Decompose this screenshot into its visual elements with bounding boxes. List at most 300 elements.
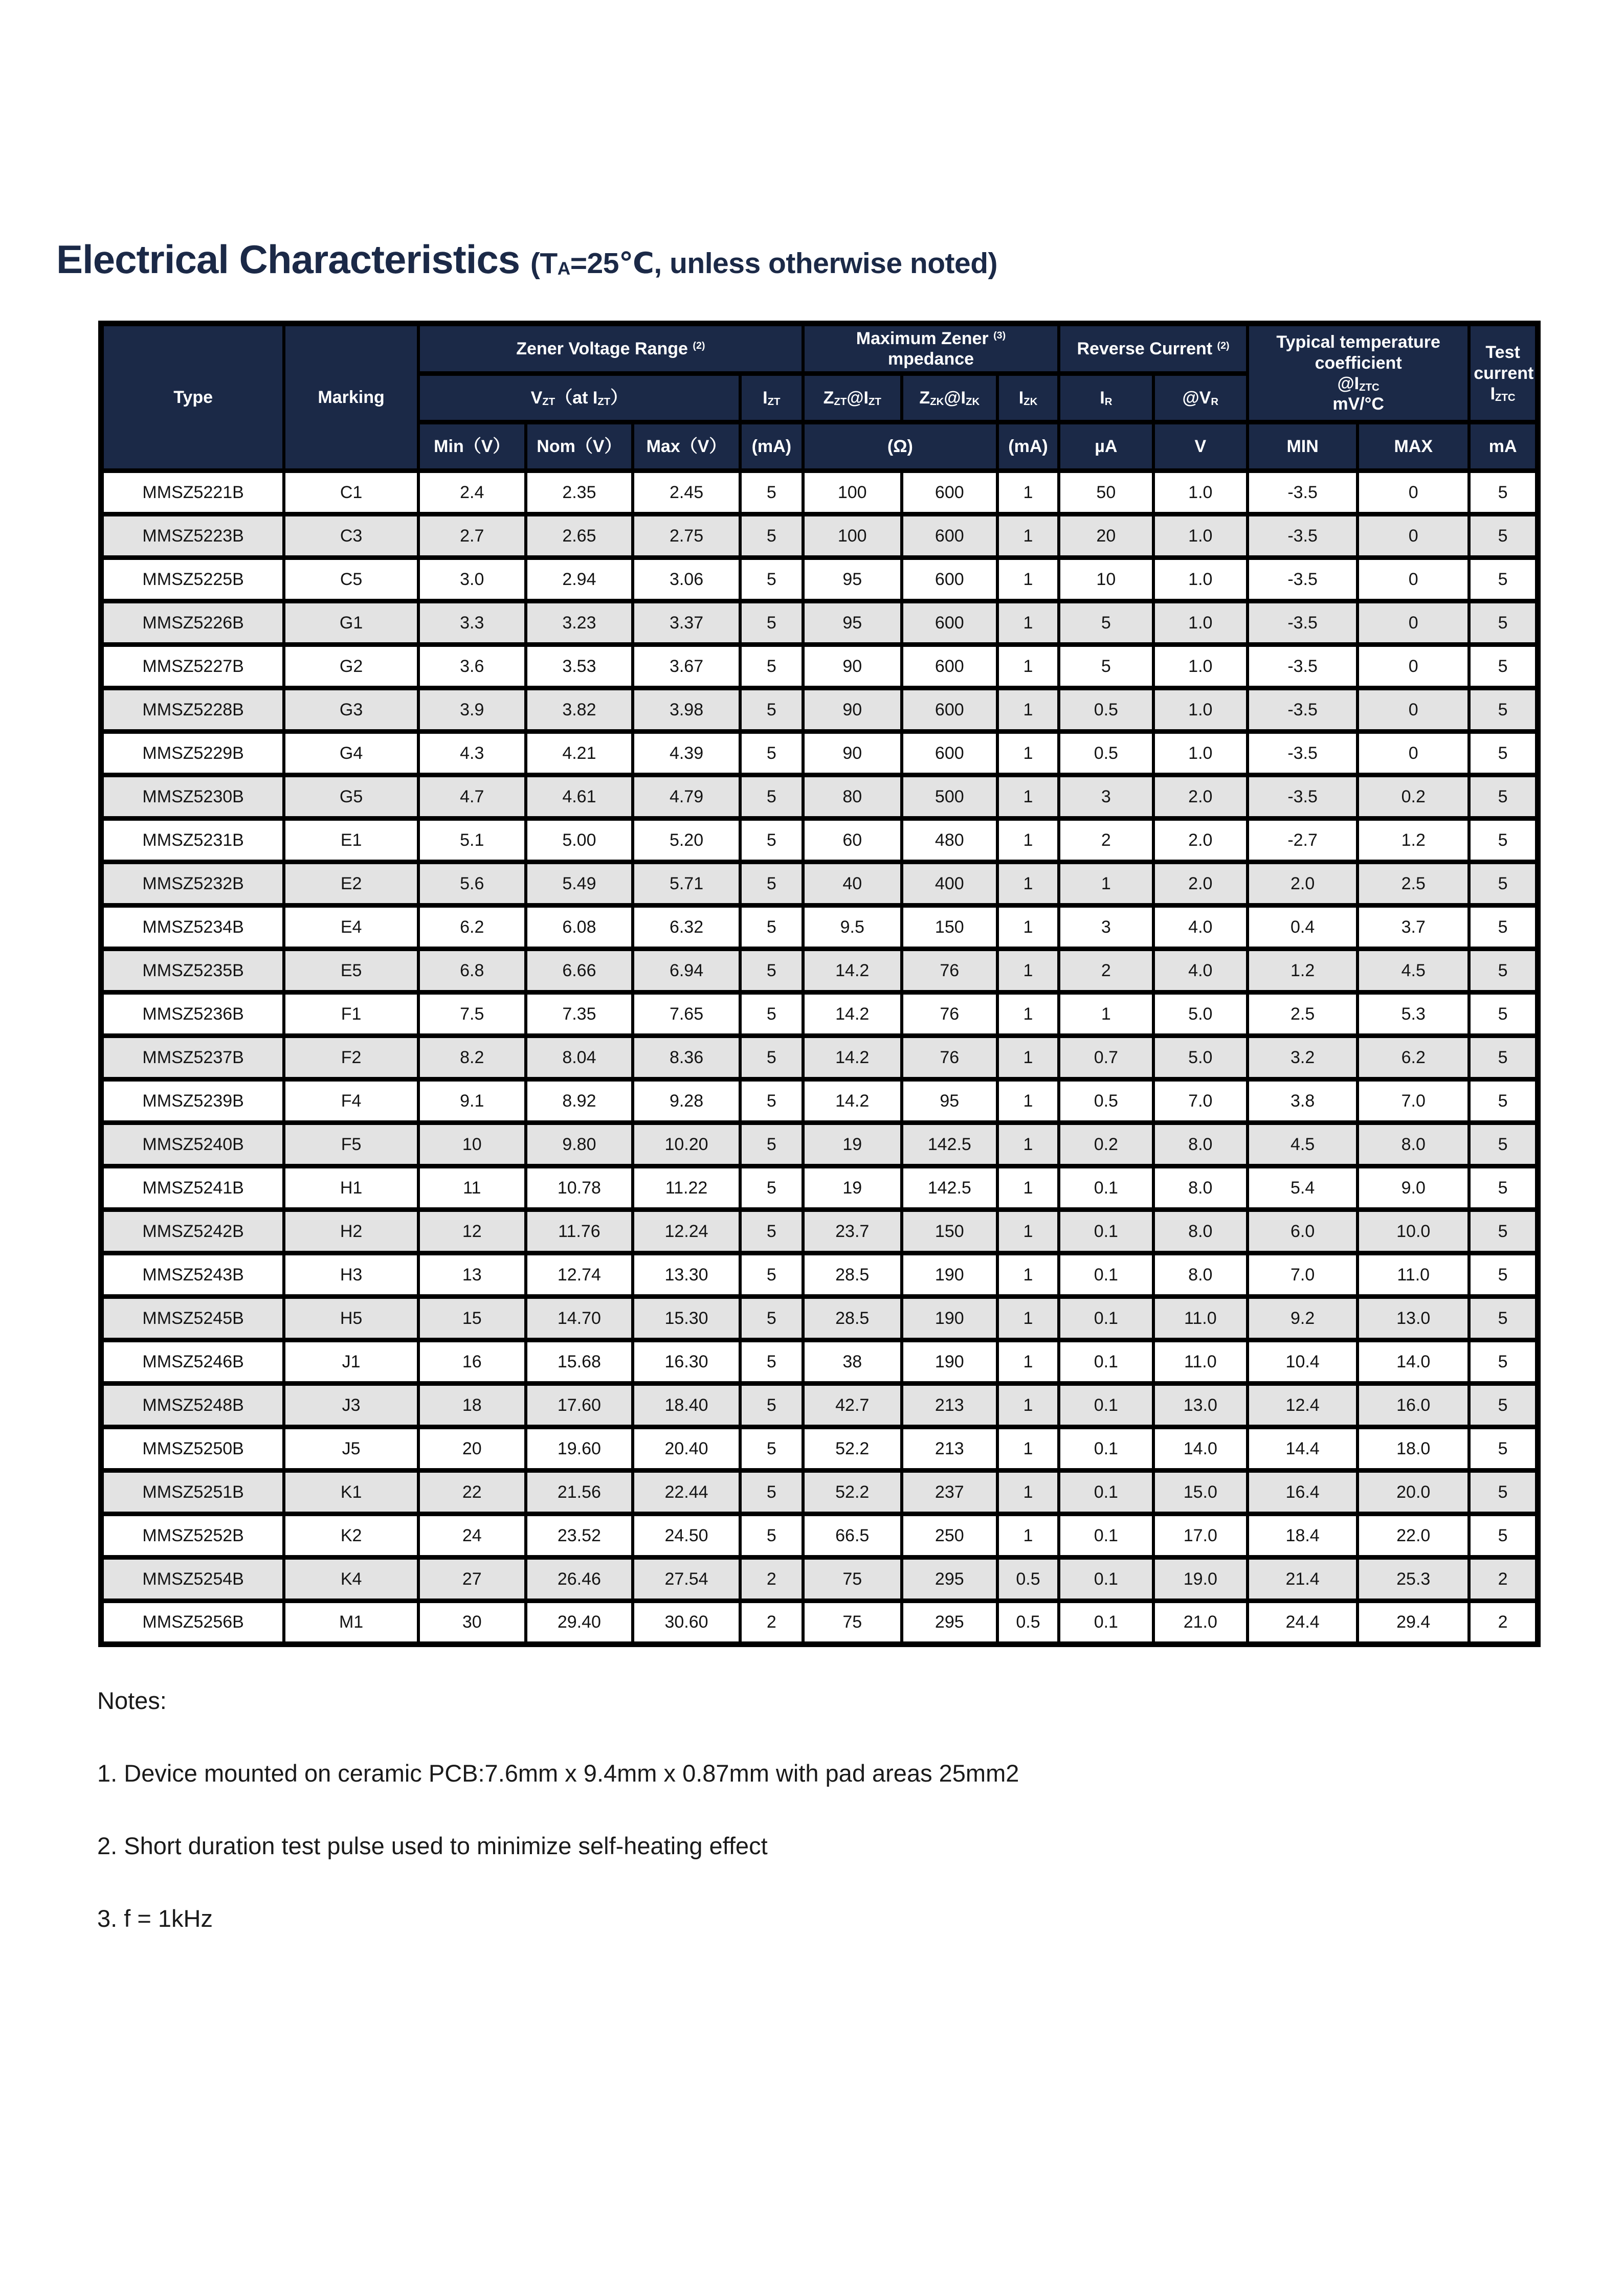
unit-ua: µA [1059, 422, 1153, 471]
cell: 1 [997, 558, 1059, 601]
cell: 5 [1469, 1036, 1538, 1079]
cell: 0 [1358, 732, 1469, 775]
table-row [101, 514, 1538, 558]
cell: 13 [418, 1253, 526, 1297]
cell: 4.21 [526, 732, 633, 775]
cell: 0.1 [1059, 1471, 1153, 1514]
cell: F1 [284, 993, 418, 1036]
cell: 90 [803, 732, 902, 775]
cell: 600 [902, 688, 997, 732]
cell: 20 [1059, 514, 1153, 558]
table-row [101, 1297, 1538, 1340]
cell: G1 [284, 601, 418, 645]
table-row [101, 862, 1538, 906]
cell: 24 [418, 1514, 526, 1558]
page-title [56, 236, 997, 283]
cell: 2.0 [1153, 862, 1248, 906]
cell: 16.4 [1248, 1471, 1358, 1514]
col-group-reverse-current: Reverse Current $^{(2)}$ [1059, 324, 1248, 374]
cell: 18.4 [1248, 1514, 1358, 1558]
col-group-temp-coefficient: Typical temperature coefficient @IZTC mV/°C [1248, 324, 1469, 422]
cell: 190 [902, 1253, 997, 1297]
cell: 5.20 [633, 819, 740, 862]
cell: 3.0 [418, 558, 526, 601]
cell: 5 [740, 471, 803, 514]
cell: 5 [1469, 949, 1538, 993]
page-title-main: Electrical Characteristics [56, 237, 530, 282]
table-row [101, 1123, 1538, 1166]
cell: 8.2 [418, 1036, 526, 1079]
cell: 14.2 [803, 993, 902, 1036]
table-row [101, 645, 1538, 688]
table-row [101, 1036, 1538, 1079]
cell: E1 [284, 819, 418, 862]
cell: 8.04 [526, 1036, 633, 1079]
cell: 5 [740, 1036, 803, 1079]
cell: 1 [997, 1514, 1059, 1558]
cell: 2.65 [526, 514, 633, 558]
cell: 2 [740, 1601, 803, 1645]
table-row [101, 993, 1538, 1036]
cell: 2.5 [1248, 993, 1358, 1036]
cell: E4 [284, 906, 418, 949]
cell: MMSZ5245B [101, 1297, 284, 1340]
col-header-marking: Marking [284, 324, 418, 471]
cell: 5 [740, 514, 803, 558]
cell: K4 [284, 1558, 418, 1601]
cell: MMSZ5225B [101, 558, 284, 601]
cell: MMSZ5237B [101, 1036, 284, 1079]
cell: 500 [902, 775, 997, 819]
cell: 2.94 [526, 558, 633, 601]
cell: 9.1 [418, 1079, 526, 1123]
col-header-ir: IR [1059, 374, 1153, 422]
table-row [101, 471, 1538, 514]
cell: 66.5 [803, 1514, 902, 1558]
cell: 7.0 [1248, 1253, 1358, 1297]
cell: MMSZ5235B [101, 949, 284, 993]
cell: 250 [902, 1514, 997, 1558]
cell: 1 [997, 1036, 1059, 1079]
header-row-1 [101, 324, 1538, 374]
cell: 8.0 [1153, 1253, 1248, 1297]
cell: 1 [997, 1427, 1059, 1471]
cell: 16.30 [633, 1340, 740, 1384]
cell: 1 [997, 601, 1059, 645]
cell: 2 [1469, 1601, 1538, 1645]
cell: G3 [284, 688, 418, 732]
cell: 8.92 [526, 1079, 633, 1123]
col-header-zzk: ZZK@IZK [902, 374, 997, 422]
cell: K1 [284, 1471, 418, 1514]
cell: 1.0 [1153, 558, 1248, 601]
cell: -3.5 [1248, 558, 1358, 601]
cell: 23.52 [526, 1514, 633, 1558]
cell: 600 [902, 514, 997, 558]
cell: 10 [1059, 558, 1153, 601]
cell: 42.7 [803, 1384, 902, 1427]
cell: 12.24 [633, 1210, 740, 1253]
cell: 1 [997, 1079, 1059, 1123]
cell: H1 [284, 1166, 418, 1210]
cell: 4.0 [1153, 949, 1248, 993]
cell: 9.0 [1358, 1166, 1469, 1210]
cell: 11.22 [633, 1166, 740, 1210]
cell: 5.4 [1248, 1166, 1358, 1210]
cell: E5 [284, 949, 418, 993]
cell: 5 [1469, 1340, 1538, 1384]
cell: 5 [740, 1384, 803, 1427]
table-row [101, 688, 1538, 732]
cell: 12.74 [526, 1253, 633, 1297]
cell: 5 [740, 1297, 803, 1340]
cell: 3.3 [418, 601, 526, 645]
cell: 11.0 [1153, 1340, 1248, 1384]
cell: 1.0 [1153, 732, 1248, 775]
cell: 5 [1469, 1079, 1538, 1123]
cell: MMSZ5234B [101, 906, 284, 949]
cell: 5 [1469, 1166, 1538, 1210]
cell: 19.0 [1153, 1558, 1248, 1601]
cell: 5 [740, 1340, 803, 1384]
table-row [101, 906, 1538, 949]
cell: 2.4 [418, 471, 526, 514]
cell: 13.30 [633, 1253, 740, 1297]
cell: 95 [902, 1079, 997, 1123]
cell: 18 [418, 1384, 526, 1427]
cell: 1 [997, 1210, 1059, 1253]
cell: 1 [997, 645, 1059, 688]
cell: MMSZ5228B [101, 688, 284, 732]
cell: MMSZ5227B [101, 645, 284, 688]
table-row [101, 732, 1538, 775]
cell: 24.4 [1248, 1601, 1358, 1645]
cell: 0.1 [1059, 1340, 1153, 1384]
cell: 14.4 [1248, 1427, 1358, 1471]
table-row [101, 949, 1538, 993]
cell: 28.5 [803, 1253, 902, 1297]
cell: 1.0 [1153, 688, 1248, 732]
cell: 10.0 [1358, 1210, 1469, 1253]
cell: 0.1 [1059, 1210, 1153, 1253]
cell: 60 [803, 819, 902, 862]
cell: 5 [1469, 1384, 1538, 1427]
cell: 10.4 [1248, 1340, 1358, 1384]
cell: 0.2 [1059, 1123, 1153, 1166]
cell: 5 [1059, 645, 1153, 688]
cell: H2 [284, 1210, 418, 1253]
cell: 0 [1358, 558, 1469, 601]
cell: 295 [902, 1558, 997, 1601]
unit-izk-ma: (mA) [997, 422, 1059, 471]
cell: 95 [803, 601, 902, 645]
cell: 6.0 [1248, 1210, 1358, 1253]
cell: 11.76 [526, 1210, 633, 1253]
cell: 11.0 [1358, 1253, 1469, 1297]
table-row [101, 1558, 1538, 1601]
cell: 2.5 [1358, 862, 1469, 906]
unit-max-v: Max（V） [633, 422, 740, 471]
table-row [101, 1166, 1538, 1210]
cell: 80 [803, 775, 902, 819]
cell: 0.5 [997, 1558, 1059, 1601]
cell: 19 [803, 1166, 902, 1210]
cell: 76 [902, 1036, 997, 1079]
cell: 2.75 [633, 514, 740, 558]
cell: 8.0 [1358, 1123, 1469, 1166]
cell: 5 [1469, 819, 1538, 862]
cell: 5 [1469, 862, 1538, 906]
cell: MMSZ5242B [101, 1210, 284, 1253]
cell: J1 [284, 1340, 418, 1384]
unit-min: MIN [1248, 422, 1358, 471]
unit-min-v: Min（V） [418, 422, 526, 471]
cell: G5 [284, 775, 418, 819]
cell: 2.0 [1248, 862, 1358, 906]
table-row [101, 558, 1538, 601]
cell: 3.9 [418, 688, 526, 732]
cell: 0.5 [1059, 732, 1153, 775]
table-row [101, 1384, 1538, 1427]
cell: 5 [1469, 645, 1538, 688]
cell: 0 [1358, 645, 1469, 688]
cell: 3.23 [526, 601, 633, 645]
cell: F4 [284, 1079, 418, 1123]
cell: 5 [740, 993, 803, 1036]
cell: 26.46 [526, 1558, 633, 1601]
cell: 20 [418, 1427, 526, 1471]
cell: 2.35 [526, 471, 633, 514]
cell: 22.44 [633, 1471, 740, 1514]
cell: 2.0 [1153, 819, 1248, 862]
cell: 5 [740, 1514, 803, 1558]
unit-izt-ma: (mA) [740, 422, 803, 471]
cell: -3.5 [1248, 601, 1358, 645]
cell: 5 [1469, 558, 1538, 601]
cell: MMSZ5229B [101, 732, 284, 775]
cell: MMSZ5251B [101, 1471, 284, 1514]
cell: F2 [284, 1036, 418, 1079]
cell: 5 [1469, 1210, 1538, 1253]
col-header-izk: IZK [997, 374, 1059, 422]
cell: 11 [418, 1166, 526, 1210]
table-row [101, 601, 1538, 645]
unit-max: MAX [1358, 422, 1469, 471]
cell: 14.70 [526, 1297, 633, 1340]
table-row [101, 1079, 1538, 1123]
cell: 4.39 [633, 732, 740, 775]
cell: -3.5 [1248, 775, 1358, 819]
cell: 5.0 [1153, 993, 1248, 1036]
cell: 4.7 [418, 775, 526, 819]
cell: -3.5 [1248, 514, 1358, 558]
cell: 14.2 [803, 1079, 902, 1123]
page-title-condition: (TA=25℃, unless otherwise noted) [530, 247, 998, 280]
cell: 0.2 [1358, 775, 1469, 819]
cell: 15.0 [1153, 1471, 1248, 1514]
cell: 1.0 [1153, 514, 1248, 558]
cell: 0.1 [1059, 1166, 1153, 1210]
cell: 11.0 [1153, 1297, 1248, 1340]
cell: 20.0 [1358, 1471, 1469, 1514]
cell: 600 [902, 732, 997, 775]
cell: 100 [803, 471, 902, 514]
cell: -2.7 [1248, 819, 1358, 862]
cell: -3.5 [1248, 471, 1358, 514]
cell: 14.0 [1153, 1427, 1248, 1471]
cell: 1.0 [1153, 471, 1248, 514]
cell: 5 [740, 906, 803, 949]
cell: 6.2 [418, 906, 526, 949]
cell: G4 [284, 732, 418, 775]
cell: 27 [418, 1558, 526, 1601]
table-row [101, 819, 1538, 862]
cell: 3.98 [633, 688, 740, 732]
cell: 6.32 [633, 906, 740, 949]
cell: 8.0 [1153, 1166, 1248, 1210]
cell: 8.0 [1153, 1123, 1248, 1166]
cell: 142.5 [902, 1123, 997, 1166]
cell: 40 [803, 862, 902, 906]
table-row [101, 1253, 1538, 1297]
cell: 18.0 [1358, 1427, 1469, 1471]
cell: 50 [1059, 471, 1153, 514]
unit-ohm: (Ω) [803, 422, 997, 471]
cell: 0 [1358, 601, 1469, 645]
cell: 100 [803, 514, 902, 558]
cell: 13.0 [1153, 1384, 1248, 1427]
cell: MMSZ5236B [101, 993, 284, 1036]
cell: 3.7 [1358, 906, 1469, 949]
electrical-characteristics-table [98, 321, 1541, 1647]
cell: 3 [1059, 906, 1153, 949]
cell: 5 [1469, 732, 1538, 775]
cell: 2 [1059, 819, 1153, 862]
cell: MMSZ5231B [101, 819, 284, 862]
cell: 1 [997, 906, 1059, 949]
cell: 3.53 [526, 645, 633, 688]
cell: 5 [740, 601, 803, 645]
cell: C1 [284, 471, 418, 514]
cell: 8.0 [1153, 1210, 1248, 1253]
cell: 2.7 [418, 514, 526, 558]
cell: 17.0 [1153, 1514, 1248, 1558]
notes-section [97, 1686, 1019, 1932]
cell: 1 [997, 688, 1059, 732]
cell: 21.4 [1248, 1558, 1358, 1601]
cell: 3.8 [1248, 1079, 1358, 1123]
cell: 5 [1469, 906, 1538, 949]
cell: 6.94 [633, 949, 740, 993]
cell: 3.2 [1248, 1036, 1358, 1079]
cell: 1 [997, 819, 1059, 862]
cell: 76 [902, 949, 997, 993]
cell: 95 [803, 558, 902, 601]
cell: 1 [997, 1471, 1059, 1514]
cell: 4.5 [1248, 1123, 1358, 1166]
subscript-ta: A [557, 258, 570, 279]
col-group-max-zener-impedance: Maximum Zener $^{(3)}$ mpedance [803, 324, 1059, 374]
cell: 7.65 [633, 993, 740, 1036]
cell: 5 [1469, 1514, 1538, 1558]
cell: 5 [740, 1079, 803, 1123]
cell: MMSZ5240B [101, 1123, 284, 1166]
cell: 213 [902, 1384, 997, 1427]
cell: MMSZ5226B [101, 601, 284, 645]
cell: 1 [997, 862, 1059, 906]
cell: 16.0 [1358, 1384, 1469, 1427]
cell: 1 [997, 993, 1059, 1036]
note-item: 3. f = 1kHz [97, 1905, 213, 1932]
cell: 1 [997, 949, 1059, 993]
cell: 5 [740, 1471, 803, 1514]
cell: MMSZ5252B [101, 1514, 284, 1558]
cell: 5 [740, 558, 803, 601]
cell: 5 [1469, 688, 1538, 732]
cell: 5 [740, 1253, 803, 1297]
cell: 38 [803, 1340, 902, 1384]
unit-v: V [1153, 422, 1248, 471]
table-row [101, 1427, 1538, 1471]
cell: 4.61 [526, 775, 633, 819]
cell: K2 [284, 1514, 418, 1558]
cell: 3.06 [633, 558, 740, 601]
cell: 16 [418, 1340, 526, 1384]
cell: 21.56 [526, 1471, 633, 1514]
cell: 22 [418, 1471, 526, 1514]
cell: MMSZ5230B [101, 775, 284, 819]
cell: 15 [418, 1297, 526, 1340]
cell: 5 [1469, 1253, 1538, 1297]
cell: 1.0 [1153, 601, 1248, 645]
cell: 3.67 [633, 645, 740, 688]
table-row [101, 1601, 1538, 1645]
cell: 4.0 [1153, 906, 1248, 949]
cell: MMSZ5239B [101, 1079, 284, 1123]
cell: 5.0 [1153, 1036, 1248, 1079]
cell: 5 [740, 1427, 803, 1471]
cell: 5 [740, 862, 803, 906]
cell: MMSZ5248B [101, 1384, 284, 1427]
note-item: 1. Device mounted on ceramic PCB:7.6mm x 9.4mm x 0.87mm with pad areas 25mm2 [97, 1760, 1019, 1787]
cell: 213 [902, 1427, 997, 1471]
cell: 5 [1469, 514, 1538, 558]
cell: 14.2 [803, 1036, 902, 1079]
cell: 90 [803, 645, 902, 688]
cell: -3.5 [1248, 688, 1358, 732]
cell: MMSZ5243B [101, 1253, 284, 1297]
cell: 10.78 [526, 1166, 633, 1210]
cell: 18.40 [633, 1384, 740, 1427]
cell: 1 [997, 1123, 1059, 1166]
cell: 3.82 [526, 688, 633, 732]
cell: 12.4 [1248, 1384, 1358, 1427]
cell: 600 [902, 645, 997, 688]
cell: 17.60 [526, 1384, 633, 1427]
cell: MMSZ5223B [101, 514, 284, 558]
table-row [101, 1514, 1538, 1558]
cell: 1 [997, 732, 1059, 775]
cell: MMSZ5256B [101, 1601, 284, 1645]
cell: 6.2 [1358, 1036, 1469, 1079]
cell: 0.5 [1059, 688, 1153, 732]
cell: 1.2 [1248, 949, 1358, 993]
table-header [101, 324, 1538, 471]
cell: G2 [284, 645, 418, 688]
cell: 1 [997, 775, 1059, 819]
cell: MMSZ5254B [101, 1558, 284, 1601]
cell: 5.49 [526, 862, 633, 906]
